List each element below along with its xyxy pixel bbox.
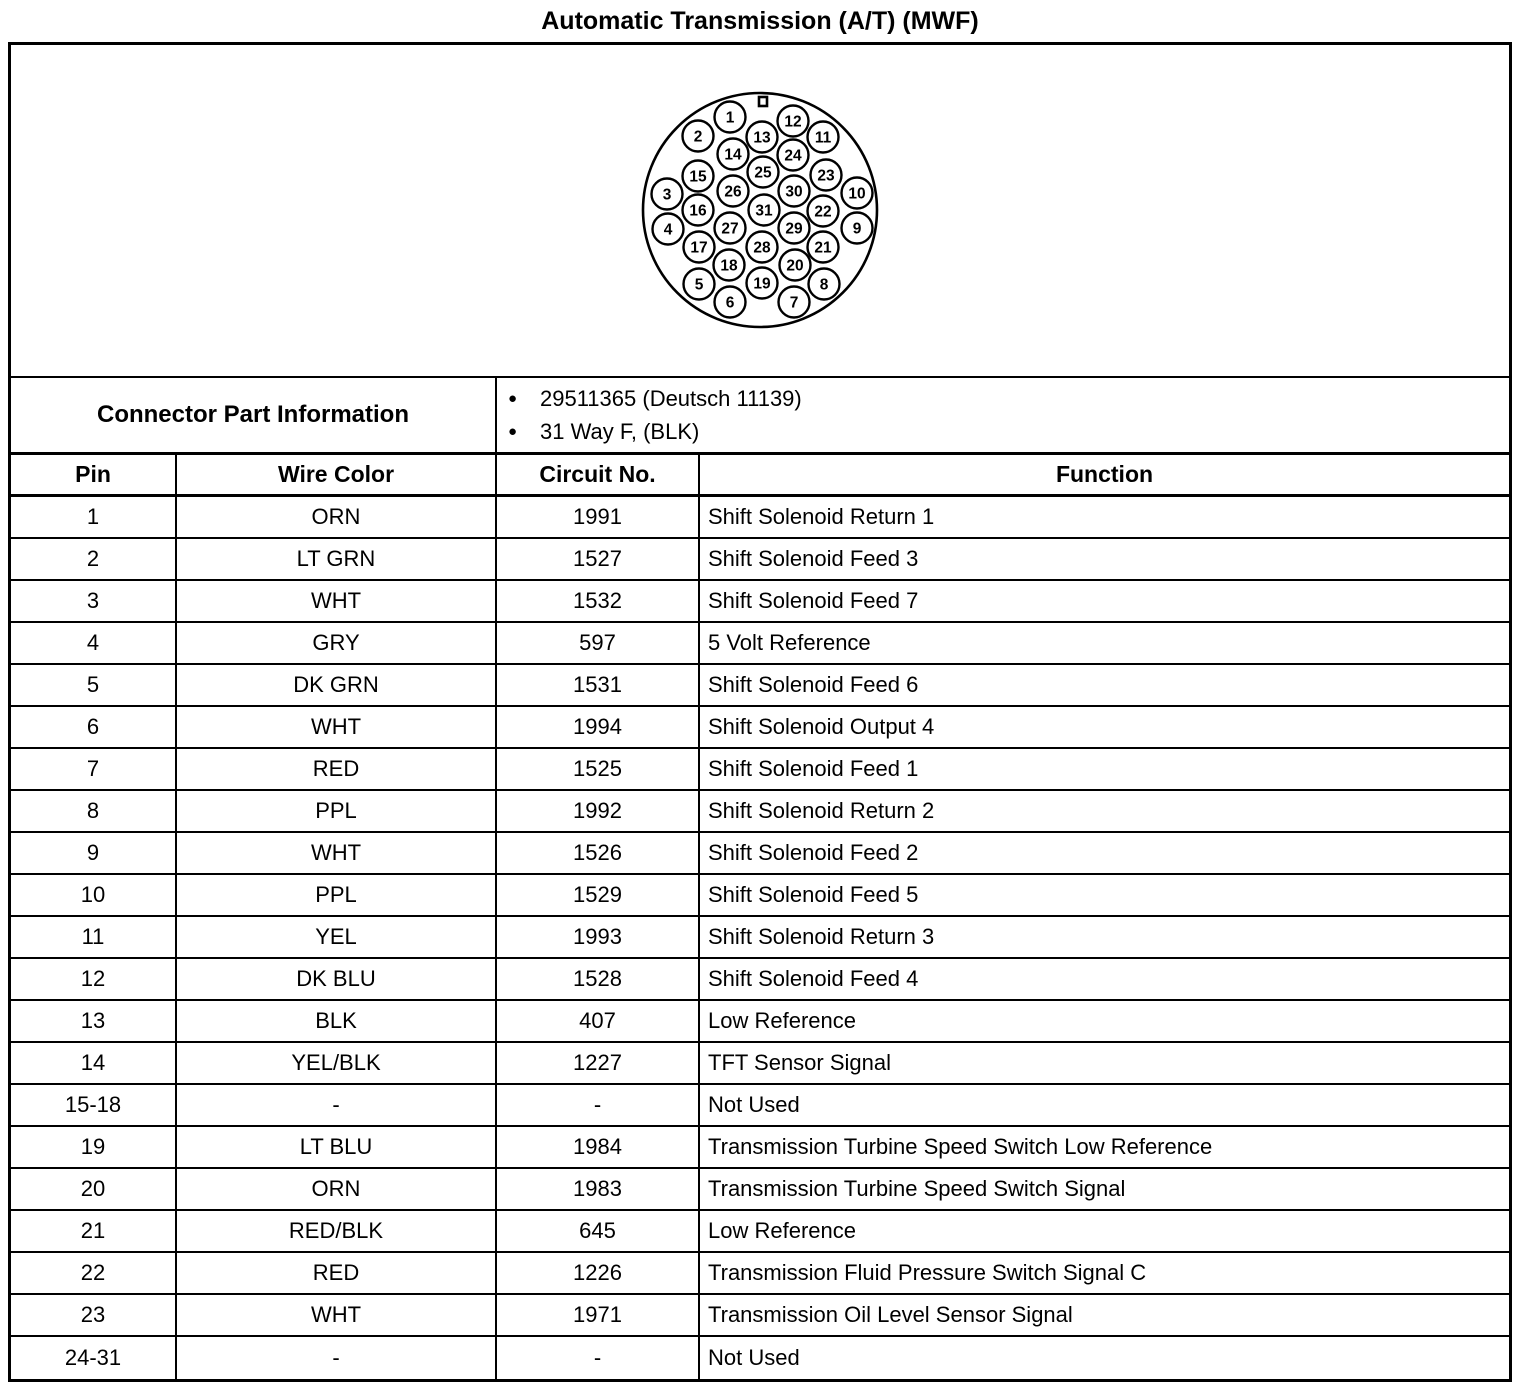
table-row [11,1253,1509,1295]
function-cell: Transmission Fluid Pressure Switch Signal C [708,1260,1147,1285]
svg-text:11: 11 [814,129,831,147]
connector-pin-4 [652,214,683,245]
circuit-no-cell: 1531 [497,665,700,705]
table-row [11,623,1509,665]
svg-text:18: 18 [719,257,738,275]
table-row [11,791,1509,833]
table-row [11,917,1509,959]
svg-text:16: 16 [688,202,707,220]
bullet-icon: ● [508,423,518,440]
connector-pin-14 [717,139,748,170]
svg-text:27: 27 [720,220,739,238]
connector-pin-30 [778,176,809,207]
wire-color-cell: BLK [177,1001,497,1041]
pin-cell: 24-31 [11,1337,177,1379]
circuit-no-cell: - [497,1337,700,1379]
connector-info-panel [8,42,1512,1382]
svg-text:9: 9 [852,220,861,238]
wire-color-cell: - [177,1085,497,1125]
connector-pin-5 [683,269,714,300]
svg-text:21: 21 [813,239,832,257]
pin-cell: 7 [11,749,177,789]
circuit-no-cell: 1984 [497,1127,700,1167]
circuit-no-cell: 1226 [497,1253,700,1293]
pin-cell: 5 [11,665,177,705]
pin-cell: 8 [11,791,177,831]
function-cell: Low Reference [708,1008,856,1033]
svg-text:10: 10 [847,185,866,203]
pin-cell: 14 [11,1043,177,1083]
part-number-text: 29511365 (Deutsch 11139) [540,386,802,411]
svg-text:15: 15 [688,168,707,186]
pin-cell: 11 [11,917,177,957]
table-row [11,749,1509,791]
wire-color-cell: PPL [177,875,497,915]
connector-pin-13 [746,122,777,153]
connector-part-info-row [11,378,1509,455]
svg-text:31: 31 [754,202,773,220]
table-row [11,1295,1509,1337]
pin-cell: 12 [11,959,177,999]
circuit-no-cell: 1983 [497,1169,700,1209]
connector-pin-18 [713,250,744,281]
part-number-text: 31 Way F, (BLK) [540,419,700,444]
svg-text:8: 8 [819,276,828,294]
connector-pin-29 [778,213,809,244]
table-row [11,1001,1509,1043]
pin-cell: 19 [11,1127,177,1167]
table-row [11,959,1509,1001]
connector-pin-2 [682,121,713,152]
function-cell: Shift Solenoid Return 2 [708,798,935,823]
connector-pin-3 [651,179,682,210]
function-cell: Shift Solenoid Feed 2 [708,840,919,865]
table-row [11,581,1509,623]
function-cell: Shift Solenoid Feed 7 [708,588,919,613]
svg-text:6: 6 [725,294,734,312]
circuit-no-cell: 1528 [497,959,700,999]
circuit-no-cell: 1992 [497,791,700,831]
pin-cell: 15-18 [11,1085,177,1125]
header-circuit-no: Circuit No. [497,455,700,494]
table-row [11,707,1509,749]
circuit-no-cell: 1971 [497,1295,700,1335]
connector-pin-23 [810,160,841,191]
wire-color-cell: DK BLU [177,959,497,999]
svg-text:17: 17 [689,239,708,257]
svg-text:19: 19 [752,275,771,293]
svg-text:12: 12 [783,113,802,131]
function-cell: TFT Sensor Signal [708,1050,892,1075]
function-cell: Transmission Turbine Speed Switch Low Reference [708,1134,1213,1159]
bullet-icon: ● [508,390,518,407]
function-cell: Shift Solenoid Output 4 [708,714,935,739]
header-pin: Pin [11,455,177,494]
svg-text:26: 26 [723,183,742,201]
svg-text:23: 23 [816,167,835,185]
svg-text:20: 20 [785,257,804,275]
wire-color-cell: YEL/BLK [177,1043,497,1083]
connector-pin-24 [777,140,808,171]
function-cell: Shift Solenoid Feed 5 [708,882,919,907]
wire-color-cell: WHT [177,581,497,621]
table-body [11,497,1509,1379]
part-number-item [508,384,1509,413]
wire-color-cell: LT BLU [177,1127,497,1167]
circuit-no-cell: 1991 [497,497,700,537]
wire-color-cell: DK GRN [177,665,497,705]
pin-cell: 21 [11,1211,177,1251]
pin-cell: 2 [11,539,177,579]
table-row [11,875,1509,917]
svg-text:13: 13 [752,129,771,147]
svg-text:14: 14 [723,146,742,164]
svg-text:1: 1 [725,109,734,127]
connector-pin-7 [778,287,809,318]
connector-pin-15 [682,161,713,192]
function-cell: Shift Solenoid Return 1 [708,504,935,529]
table-row [11,539,1509,581]
function-cell: Shift Solenoid Feed 4 [708,966,919,991]
connector-key-marker-icon [759,97,767,106]
pin-cell: 9 [11,833,177,873]
pin-cell: 1 [11,497,177,537]
function-cell: Not Used [708,1345,800,1370]
svg-text:29: 29 [784,220,803,238]
wire-color-cell: GRY [177,623,497,663]
function-cell: Transmission Turbine Speed Switch Signal [708,1176,1126,1201]
connector-pin-26 [717,176,748,207]
connector-pin-16 [682,195,713,226]
circuit-no-cell: 1527 [497,539,700,579]
table-row [11,1127,1509,1169]
connector-pin-27 [714,213,745,244]
function-cell: 5 Volt Reference [708,630,871,655]
function-cell: Shift Solenoid Feed 1 [708,756,919,781]
connector-diagram-section [11,45,1509,378]
wire-color-cell: WHT [177,833,497,873]
wire-color-cell: - [177,1337,497,1379]
pin-cell: 3 [11,581,177,621]
connector-pin-6 [714,287,745,318]
connector-pin-20 [779,250,810,281]
svg-text:4: 4 [663,221,672,239]
circuit-no-cell: 645 [497,1211,700,1251]
svg-text:3: 3 [662,186,671,204]
pin-cell: 4 [11,623,177,663]
table-row [11,665,1509,707]
connector-pin-25 [747,157,778,188]
connector-part-numbers [497,378,1509,452]
circuit-no-cell: 1532 [497,581,700,621]
connector-pin-9 [841,213,872,244]
function-cell: Not Used [708,1092,800,1117]
connector-pin-28 [746,232,777,263]
connector-pin-31 [748,195,779,226]
wire-color-cell: LT GRN [177,539,497,579]
circuit-no-cell: - [497,1085,700,1125]
connector-pin-1 [714,102,745,133]
svg-text:30: 30 [784,183,803,201]
wire-color-cell: WHT [177,707,497,747]
svg-text:22: 22 [813,203,832,221]
wire-color-cell: RED/BLK [177,1211,497,1251]
connector-face-diagram [640,90,881,331]
circuit-no-cell: 1994 [497,707,700,747]
circuit-no-cell: 1525 [497,749,700,789]
circuit-no-cell: 597 [497,623,700,663]
pin-cell: 6 [11,707,177,747]
circuit-no-cell: 1526 [497,833,700,873]
wire-color-cell: ORN [177,497,497,537]
table-header-row [11,455,1509,497]
circuit-no-cell: 1529 [497,875,700,915]
function-cell: Transmission Oil Level Sensor Signal [708,1302,1073,1327]
header-function: Function [1055,461,1154,487]
svg-text:5: 5 [694,276,703,294]
header-wire-color: Wire Color [177,455,497,494]
connector-pin-22 [807,196,838,227]
table-row [11,833,1509,875]
connector-pin-21 [807,232,838,263]
function-cell: Shift Solenoid Feed 3 [708,546,919,571]
svg-text:24: 24 [783,147,802,165]
table-row [11,497,1509,539]
svg-text:25: 25 [753,164,772,182]
circuit-no-cell: 1227 [497,1043,700,1083]
table-row [11,1169,1509,1211]
wire-color-cell: RED [177,1253,497,1293]
connector-part-info-label: Connector Part Information [11,378,497,452]
svg-text:2: 2 [693,128,702,146]
pin-cell: 23 [11,1295,177,1335]
pin-cell: 13 [11,1001,177,1041]
function-cell: Low Reference [708,1218,856,1243]
connector-pin-10 [841,178,872,209]
wire-color-cell: PPL [177,791,497,831]
connector-pin-11 [807,122,838,153]
connector-pin-19 [746,268,777,299]
table-row [11,1043,1509,1085]
function-cell: Shift Solenoid Return 3 [708,924,935,949]
circuit-no-cell: 407 [497,1001,700,1041]
table-row [11,1085,1509,1127]
connector-pin-12 [777,106,808,137]
table-row [11,1337,1509,1379]
wire-color-cell: ORN [177,1169,497,1209]
connector-pin-8 [808,269,839,300]
svg-text:7: 7 [789,294,798,312]
pin-cell: 22 [11,1253,177,1293]
table-row [11,1211,1509,1253]
connector-pin-17 [683,232,714,263]
svg-text:28: 28 [752,239,771,257]
circuit-no-cell: 1993 [497,917,700,957]
function-cell: Shift Solenoid Feed 6 [708,672,919,697]
page-title: Automatic Transmission (A/T) (MWF) [541,7,979,35]
wire-color-cell: YEL [177,917,497,957]
pin-cell: 20 [11,1169,177,1209]
part-number-item [508,417,1509,446]
wire-color-cell: WHT [177,1295,497,1335]
pin-cell: 10 [11,875,177,915]
wire-color-cell: RED [177,749,497,789]
